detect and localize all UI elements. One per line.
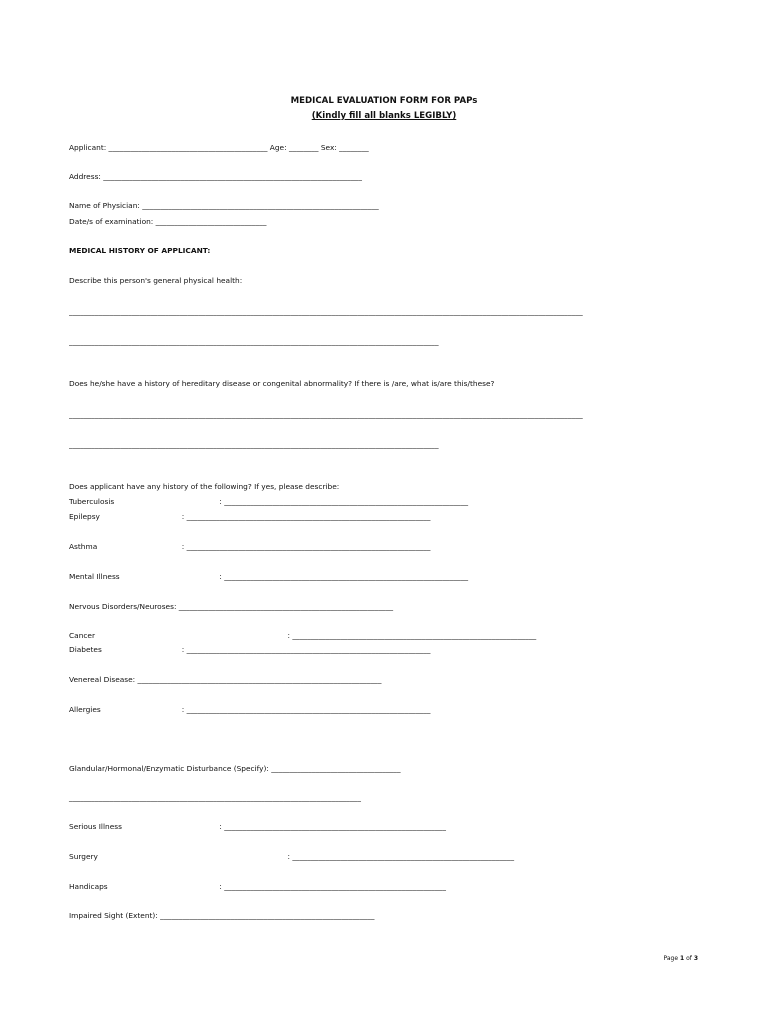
cancer-line[interactable]: Cancer : __________________________________________________________________ [69,631,537,640]
tuberculosis-line[interactable]: Tuberculosis : __________________________________________________________________ [69,497,469,506]
general-health-label: Describe this person's general physical health: [69,276,243,285]
glandular-line[interactable]: Glandular/Hormonal/Enzymatic Disturbance (Specify): ___________________________________ [69,764,401,773]
medical-history-heading: MEDICAL HISTORY OF APPLICANT: [69,246,211,255]
general-health-blank-2[interactable]: ____________________________________________________________________________________________________ [69,337,439,346]
physician-line[interactable]: Name of Physician: ________________________________________________________________ [69,201,379,210]
hereditary-blank-1[interactable]: ___________________________________________________________________________________________________________________________________________ [69,410,583,419]
page-indicator: Page 1 of 3 [663,955,698,962]
exam-date-line[interactable]: Date/s of examination: ______________________________ [69,217,267,226]
history-question: Does applicant have any history of the following? If yes, please describe: [69,482,340,491]
hereditary-question: Does he/she have a history of hereditary disease or congenital abnormality? If there is /are, what is/are this/these? [69,379,495,388]
form-title: MEDICAL EVALUATION FORM FOR PAPs [290,96,478,106]
impaired-sight-line[interactable]: Impaired Sight (Extent): __________________________________________________________ [69,911,375,920]
address-line[interactable]: Address: ______________________________________________________________________ [69,172,362,181]
glandular-blank[interactable]: _______________________________________________________________________________ [69,793,361,802]
asthma-line[interactable]: Asthma : __________________________________________________________________ [69,542,431,551]
venereal-disease-line[interactable]: Venereal Disease: __________________________________________________________________ [69,675,382,684]
mental-illness-line[interactable]: Mental Illness : __________________________________________________________________ [69,572,469,581]
hereditary-blank-2[interactable]: ____________________________________________________________________________________________________ [69,440,439,449]
general-health-blank-1[interactable]: ___________________________________________________________________________________________________________________________________________ [69,307,583,316]
allergies-line[interactable]: Allergies : __________________________________________________________________ [69,705,431,714]
diabetes-line[interactable]: Diabetes : __________________________________________________________________ [69,645,431,654]
epilepsy-line[interactable]: Epilepsy : __________________________________________________________________ [69,512,431,521]
applicant-line[interactable]: Applicant: ___________________________________________ Age: ________ Sex: ________ [69,143,369,152]
serious-illness-line[interactable]: Serious Illness : ____________________________________________________________ [69,822,446,831]
form-subtitle: (Kindly fill all blanks LEGIBLY) [311,111,457,121]
nervous-disorders-line[interactable]: Nervous Disorders/Neuroses: __________________________________________________________ [69,602,394,611]
handicaps-line[interactable]: Handicaps : ____________________________________________________________ [69,882,446,891]
surgery-line[interactable]: Surgery : ____________________________________________________________ [69,852,515,861]
